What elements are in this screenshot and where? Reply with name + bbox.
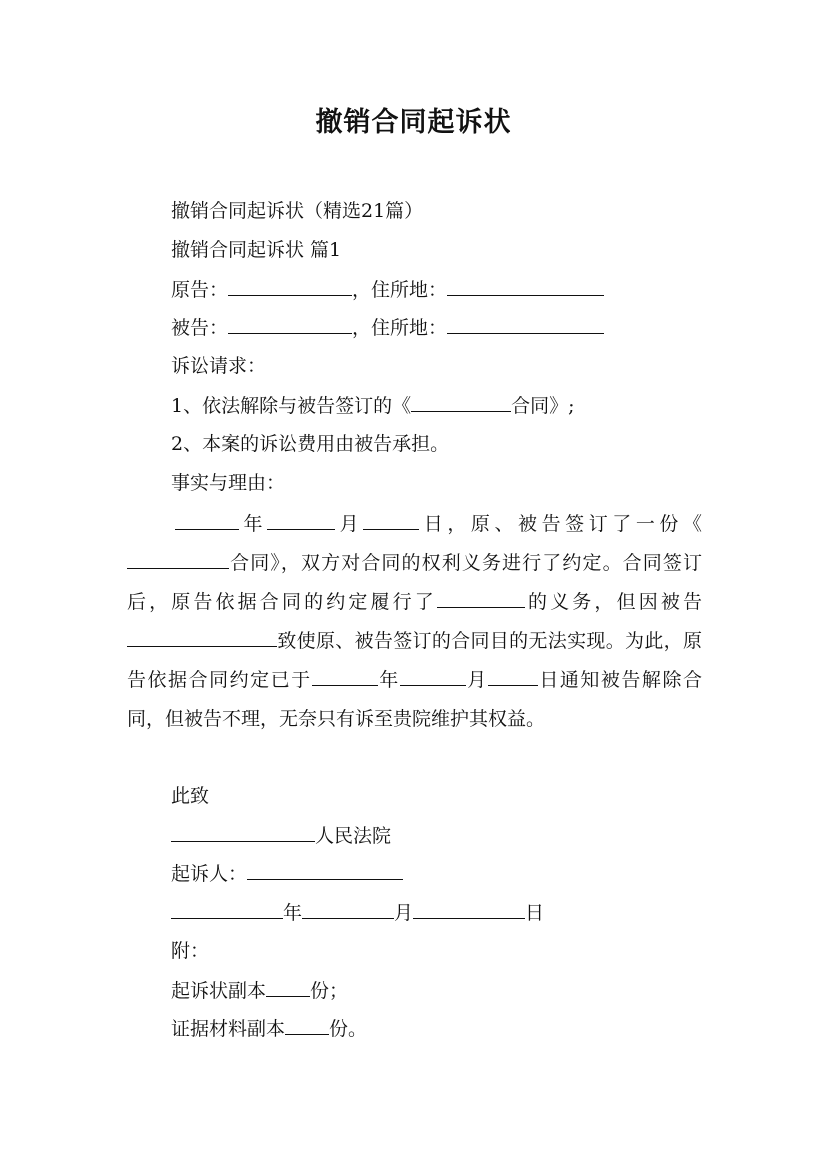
facts-contract-blank bbox=[127, 548, 229, 569]
attachments-label: 附： bbox=[171, 940, 210, 962]
claims-heading: 诉讼请求： bbox=[171, 355, 267, 377]
defendant-label: 被告： bbox=[171, 317, 229, 339]
attachment-2-count-blank bbox=[285, 1014, 329, 1035]
plaintiff-label: 原告： bbox=[171, 279, 229, 301]
date-day-blank bbox=[413, 898, 525, 919]
petitioner-label: 起诉人： bbox=[171, 863, 248, 885]
end-text: 日通知被告解除合同，但被告不理，无奈只有诉至贵院维护其权益。 bbox=[127, 669, 702, 730]
sign-month-blank bbox=[267, 509, 335, 530]
attachment-2-suffix: 份。 bbox=[329, 1018, 368, 1040]
cause-text: 致使原、被告签订的合同目的无法实现。为此，原告依据合同约定已于 bbox=[127, 630, 702, 691]
defendant-name-blank bbox=[228, 313, 352, 334]
date-year-blank bbox=[171, 898, 283, 919]
sign-day-blank bbox=[363, 509, 419, 530]
petitioner-blank bbox=[247, 859, 403, 880]
month-text: 月 bbox=[335, 513, 364, 535]
document-title: 撤销合同起诉状 bbox=[315, 107, 512, 138]
court-line bbox=[171, 821, 391, 850]
sign-year-blank bbox=[175, 509, 239, 530]
contract-name-blank bbox=[411, 391, 511, 412]
plaintiff-line bbox=[171, 275, 604, 304]
court-name-blank bbox=[171, 821, 315, 842]
claim-1-prefix: 1、依法解除与被告签订的《 bbox=[171, 395, 412, 417]
attachment-2 bbox=[171, 1014, 367, 1043]
defendant-address-blank bbox=[447, 313, 604, 334]
petitioner-line bbox=[171, 859, 403, 888]
subtitle: 撤销合同起诉状（精选21篇） bbox=[171, 200, 424, 222]
notice-year-blank bbox=[312, 665, 378, 686]
duty-blank bbox=[437, 587, 525, 608]
attachment-1 bbox=[171, 976, 348, 1005]
attachment-2-prefix: 证据材料副本 bbox=[171, 1018, 286, 1040]
notice-day-blank bbox=[488, 665, 538, 686]
defendant-line bbox=[171, 313, 604, 342]
claim-1-suffix: 合同》; bbox=[511, 395, 575, 417]
year-text: 年 bbox=[239, 513, 268, 535]
defendant-address-label: ，住所地： bbox=[352, 317, 448, 339]
claim-1 bbox=[171, 391, 575, 420]
duty-text: 的义务，但因被告 bbox=[524, 591, 702, 613]
day-text: 日，原、被告签订了一份《 bbox=[419, 513, 702, 535]
date-month-text: 月 bbox=[394, 902, 414, 924]
claim-2: 2、本案的诉讼费用由被告承担。 bbox=[171, 433, 450, 455]
notice-month-blank bbox=[400, 665, 466, 686]
month2-text: 月 bbox=[465, 669, 488, 691]
chapter-heading: 撤销合同起诉状 篇1 bbox=[171, 239, 342, 261]
court-suffix: 人民法院 bbox=[315, 825, 392, 847]
cause-blank bbox=[127, 626, 277, 647]
facts-heading: 事实与理由： bbox=[171, 472, 286, 494]
date-day-text: 日 bbox=[525, 902, 545, 924]
date-month-blank bbox=[302, 898, 394, 919]
plaintiff-address-blank bbox=[447, 275, 604, 296]
facts-paragraph bbox=[127, 505, 702, 739]
date-year-text: 年 bbox=[283, 902, 303, 924]
attachment-1-count-blank bbox=[266, 976, 310, 997]
year2-text: 年 bbox=[377, 669, 400, 691]
plaintiff-address-label: ，住所地： bbox=[352, 279, 448, 301]
plaintiff-name-blank bbox=[228, 275, 352, 296]
attachment-1-suffix: 份； bbox=[310, 980, 349, 1002]
date-line bbox=[171, 898, 544, 927]
attachment-1-prefix: 起诉状副本 bbox=[171, 980, 267, 1002]
salute: 此致 bbox=[171, 785, 210, 807]
contract-text: 合同》，双方对合同的权利义务进行了约定。合同签订后，原告依据合同的约定履行了 bbox=[127, 552, 702, 613]
